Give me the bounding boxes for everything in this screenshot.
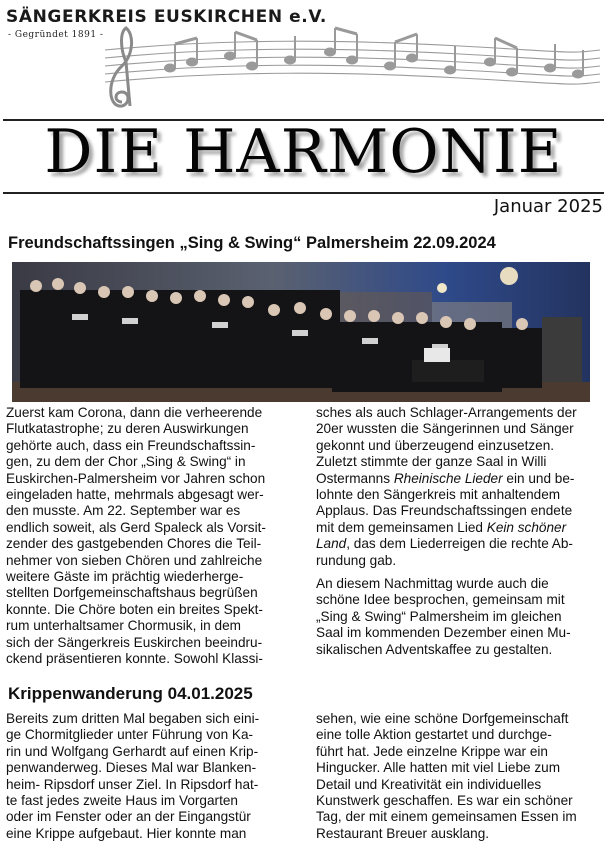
text-line: Tag, der mit einem gemeinsamen Essen im <box>316 809 577 825</box>
text-line: Kunstwerk geschaffen. Es war ein schöner <box>316 793 573 809</box>
text-line: gekonnt und überzeugend einzusetzen. <box>316 437 555 453</box>
text-line: den musste. Am 22. September war es <box>6 503 241 519</box>
text-line: An diesem Nachmittag wurde auch die <box>316 576 549 592</box>
song-title-rheinische-lieder: Rheinische Lieder <box>393 470 503 486</box>
issue-date: Januar 2025 <box>493 196 603 217</box>
text-line: „Sing & Swing“ Palmersheim im gleichen <box>316 608 562 624</box>
text-line: ckend präsentieren konnte. Sowohl Klassi- <box>6 651 263 667</box>
text-line: gehörte auch, dass ein Freundschaftssin- <box>6 437 256 453</box>
article-2-headline: Krippenwanderung 04.01.2025 <box>8 684 253 703</box>
text-line: 20er wussten die Sängerinnen und Sänger <box>316 421 574 437</box>
text-line: stellten Dorfgemeinschaftshaus begrüßen <box>6 585 258 601</box>
text-line: sches als auch Schlager-Arrangements der <box>316 405 577 420</box>
title-top-rule <box>3 119 604 121</box>
article-1-column-1 <box>6 405 306 668</box>
text-line: Zuletzt stimmte der ganze Saal in Willi <box>316 454 547 470</box>
text-line: heim- Ripsdorf unser Ziel. In Ripsdorf hat- <box>6 776 259 792</box>
text-line: sich der Sängerkreis Euskirchen beeindru- <box>6 634 263 650</box>
text-line: oder im Fenster oder an der Eingangstür <box>6 809 251 825</box>
text-line: eingeladen hatte, mehrmals abgesagt wer- <box>6 487 264 503</box>
text-line: endlich soweit, als Gerd Spaleck als Vorsit- <box>6 519 266 535</box>
article-1-headline: Freundschaftssingen „Sing & Swing“ Palmersheim 22.09.2024 <box>8 234 496 252</box>
text-line: sikalischen Adventskaffee zu gestalten. <box>316 641 553 657</box>
text-line: Zuerst kam Corona, dann die verheerende <box>6 405 263 420</box>
text-line: Hingucker. Alle hatten mit viel Liebe zum <box>316 760 561 776</box>
article-1-col-2-paragraph-2 <box>316 576 606 658</box>
text-line: Detail und Kreativität ein individuelles <box>316 776 542 792</box>
text-line: eine Krippe aufgebaut. Hier konnte man <box>6 825 247 841</box>
text-line: lohnte den Sängerkreis mit anhaltendem <box>316 487 561 503</box>
text-line: sehen, wie eine schöne Dorfgemeinschaft <box>316 711 569 726</box>
song-title-land: Land <box>316 536 347 552</box>
text-line: rum unterhaltsamer Chormusik, in dem <box>6 618 241 634</box>
article-1-col-1-text <box>6 405 306 668</box>
choir-photo <box>12 262 590 402</box>
text-line: führt hat. Jede einzelne Krippe war ein <box>316 743 548 759</box>
text-line: Restaurant Breuer ausklang. <box>316 825 490 841</box>
text-line: ge Chormitglieder unter Führung von Ka- <box>6 727 254 743</box>
organization-name: SÄNGERKREIS EUSKIRCHEN e.V. <box>6 7 327 27</box>
text-line: konnte. Die Chöre boten ein breites Spekt- <box>6 601 263 617</box>
text-line: zender des gastgebenden Chores die Teil- <box>6 536 262 552</box>
title-bottom-rule <box>3 192 604 194</box>
article-2-column-2 <box>316 711 606 842</box>
article-2-col-2-text <box>316 711 606 842</box>
song-title-kein-schoener-land: Kein schöner <box>486 519 567 535</box>
text-line: te fast jedes zweite Haus im Vorgarten <box>6 793 238 809</box>
article-2-column-1 <box>6 711 306 842</box>
article-2-col-1-text <box>6 711 306 842</box>
text-line: eine tolle Aktion gestartet und durchge- <box>316 727 552 743</box>
article-1-column-2 <box>316 405 606 658</box>
text-line: Saal im kommenden Dezember einen Mu- <box>316 625 571 641</box>
music-staff-illustration <box>100 10 602 110</box>
text-line: penwanderweg. Dieses Mal war Blanken- <box>6 760 257 776</box>
newsletter-title: DIE HARMONIE <box>44 117 563 187</box>
text-line: weitere Gäste im prächtig wiederherge- <box>6 569 244 585</box>
text-line: Flutkatastrophe; zu deren Auswirkungen <box>6 421 249 437</box>
text-line: Bereits zum dritten Mal begaben sich eini- <box>6 711 260 726</box>
text-line: nehmer von sieben Chören und zahlreiche <box>6 552 263 568</box>
text-line: schöne Idee besprochen, gemeinsam mit <box>316 592 565 608</box>
text-line: rin und Wolfgang Gerhardt auf einen Krip- <box>6 743 259 759</box>
text-line: gen, zu dem der Chor „Sing & Swing“ in <box>6 454 246 470</box>
text-line: Euskirchen-Palmersheim vor Jahren schon <box>6 470 266 486</box>
article-1-col-2-paragraph-1: sches als auch Schlager-Arrangements der 20er wussten die Sängerinnen und Sänger gekonnt und überzeugend einzusetzen. Zuletzt stimmte der ganze Saal in Willi Ostermanns Rheinische Lieder ein und be- lohnte den Sängerkreis mit anhaltendem Applaus. Das Freundschaftssingen endete mit dem gemeinsamen Lied Kein schöner Land, das dem Liederreigen die rechte Ab- rundung gab. <box>316 405 577 568</box>
text-line: Applaus. Das Freundschaftssingen endete <box>316 503 573 519</box>
founded-line: - Gegründet 1891 - <box>8 30 104 40</box>
